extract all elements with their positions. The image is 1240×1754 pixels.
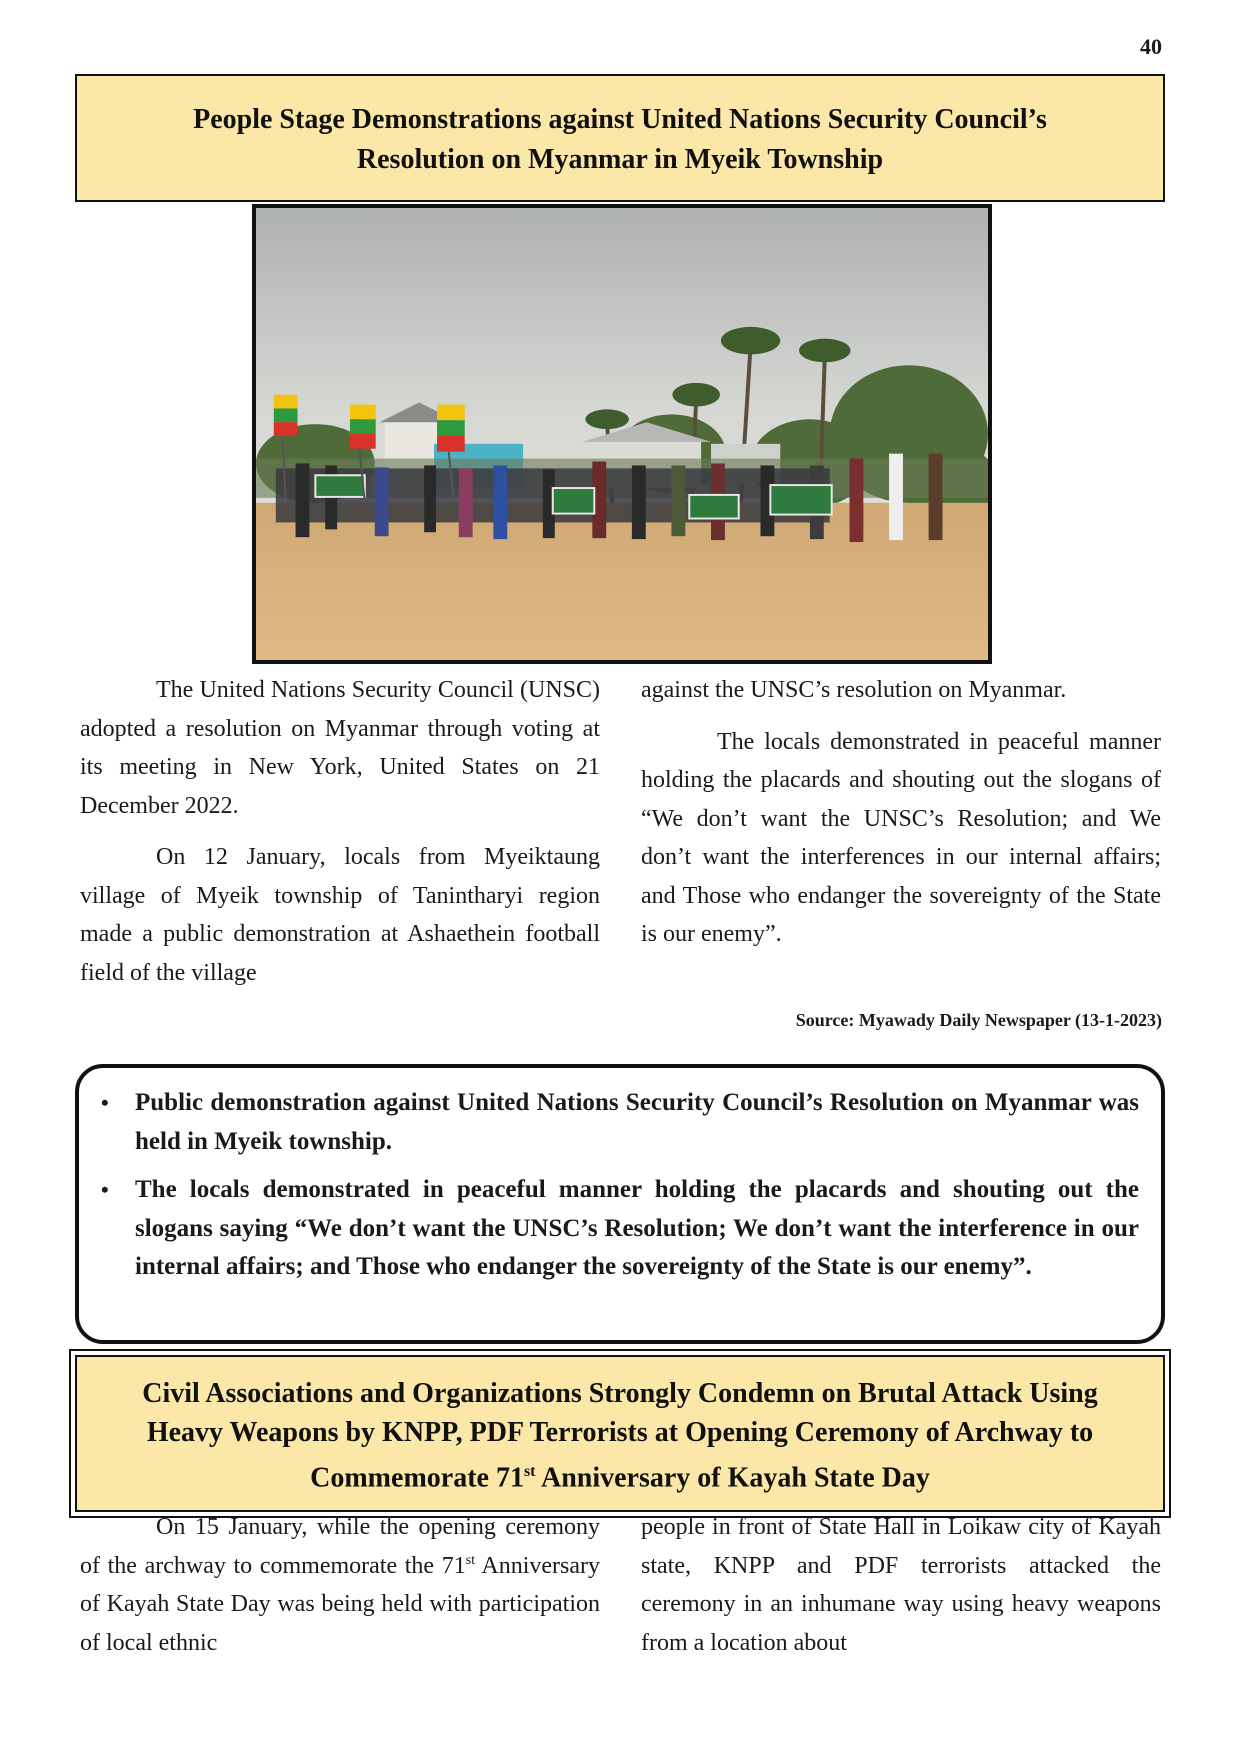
flag <box>437 405 465 452</box>
article-column-right-2 <box>641 1508 1161 1675</box>
placard <box>770 485 831 514</box>
paragraph: against the UNSC’s resolution on Myanmar. <box>641 677 1067 703</box>
ground <box>256 503 988 660</box>
paragraph: people in front of State Hall in Loikaw city of Kayah state, KNPP and PDF terrorists attacked the ceremony in an inhumane way using heavy weapons from a location about <box>641 1514 1161 1656</box>
summary-text: The locals demonstrated in peaceful manner holding the placards and shouting out the slogans saying “We don’t want the UNSC’s Resolution; We don’t want the interference in our internal affairs; and Those who endanger the sovereignty of the State is our enemy”. <box>135 1176 1139 1280</box>
summary-box <box>75 1064 1165 1344</box>
title-line: Resolution on Myanmar in Myeik Township <box>356 144 884 175</box>
article-column-left-2 <box>80 1508 600 1675</box>
title-line: Civil Associations and Organizations Strongly Condemn on Brutal Attack Using <box>142 1378 1098 1409</box>
article-title-kayah <box>75 1355 1165 1512</box>
article-column-right <box>641 671 1161 967</box>
article-column-left <box>80 671 600 1005</box>
paragraph: On 12 January, locals from Myeiktaung village of Myeik township of Tanintharyi region made a public demonstration at Ashaethein football field of the village <box>80 844 600 986</box>
paragraph: The United Nations Security Council (UNSC) adopted a resolution on Myanmar through voting at its meeting in New York, United States on 21 December 2022. <box>80 677 600 819</box>
summary-text: Public demonstration against United Nations Security Council’s Resolution on Myanmar was held in Myeik township. <box>135 1089 1139 1155</box>
demonstration-photo <box>252 204 992 664</box>
placard <box>689 495 738 519</box>
summary-item <box>101 1171 1139 1287</box>
source-citation: Source: Myawady Daily Newspaper (13-1-2023) <box>795 1010 1162 1030</box>
summary-item <box>101 1084 1139 1161</box>
placard <box>553 488 595 514</box>
bullet-icon: • <box>101 1177 109 1202</box>
summary-list <box>101 1084 1139 1287</box>
flag <box>274 395 298 436</box>
title-line: People Stage Demonstrations against United Nations Security Council’s <box>193 104 1047 135</box>
paragraph: On 15 January, while the opening ceremony of the archway to commemorate the 71st Anniversary of Kayah State Day was being held with participation of local ethnic <box>80 1514 600 1656</box>
title-line: Commemorate 71st Anniversary of Kayah State Day <box>310 1462 930 1494</box>
placard <box>315 475 364 497</box>
bullet-icon: • <box>101 1090 109 1115</box>
title-line: Heavy Weapons by KNPP, PDF Terrorists at Opening Ceremony of Archway to <box>146 1417 1094 1448</box>
paragraph: The locals demonstrated in peaceful manner holding the placards and shouting out the slogans of “We don’t want the UNSC’s Resolution; and We don’t want the interferences in our internal affairs; and Those who endanger the sovereignty of the State is our enemy”. <box>641 728 1161 947</box>
flag <box>350 405 376 449</box>
article-title-demonstrations <box>75 74 1165 202</box>
page-number: 40 <box>1140 34 1162 59</box>
